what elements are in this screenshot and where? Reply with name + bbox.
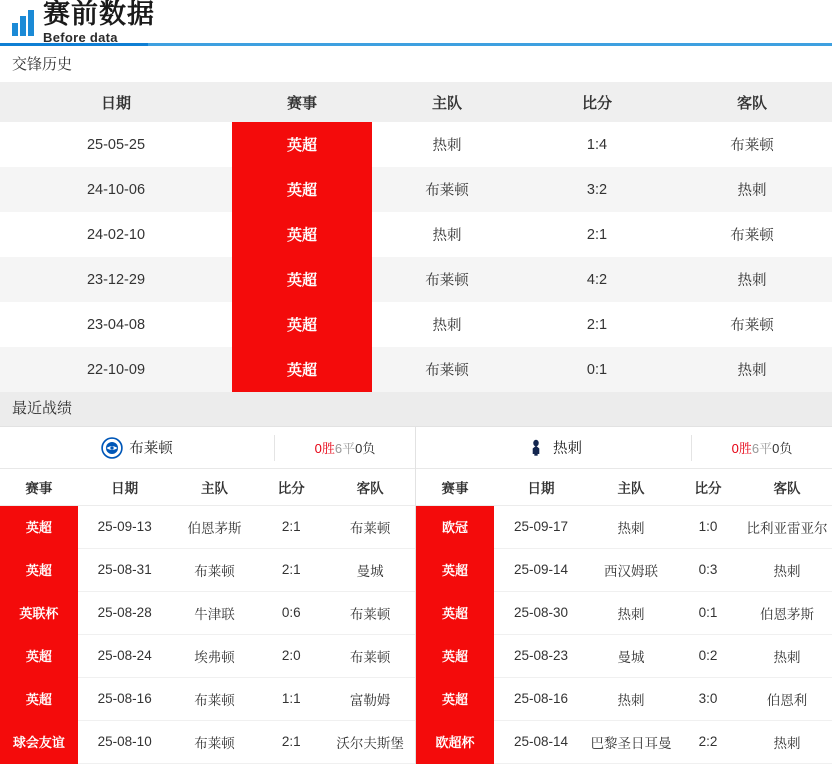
h2h-cell-comp: 英超 [232, 167, 372, 212]
recent-cell-home: 热刺 [588, 677, 674, 720]
h2h-table [0, 82, 832, 392]
h2h-cell-date: 24-10-06 [0, 167, 232, 212]
recent-cell-away: 伯恩利 [742, 677, 832, 720]
recent-cell-comp: 英超 [416, 548, 494, 591]
table-row[interactable] [416, 591, 832, 634]
header-divider [148, 43, 832, 46]
recent-cell-away: 热刺 [742, 720, 832, 763]
table-row[interactable] [416, 720, 832, 763]
h2h-cell-date: 23-04-08 [0, 302, 232, 347]
recent-form-left [0, 427, 416, 764]
recent-cell-date: 25-08-30 [494, 591, 588, 634]
recent-cell-date: 25-08-31 [78, 548, 172, 591]
table-row[interactable] [416, 634, 832, 677]
table-row[interactable] [0, 347, 832, 392]
h2h-cell-comp: 英超 [232, 122, 372, 167]
recent-cell-comp: 英超 [416, 677, 494, 720]
record-left [275, 438, 415, 457]
table-row[interactable] [0, 505, 415, 548]
recent-cell-away: 比利亚雷亚尔 [742, 505, 832, 548]
recent-cell-score: 2:1 [257, 548, 325, 591]
table-row[interactable] [0, 720, 415, 763]
h2h-cell-home: 热刺 [372, 212, 522, 257]
recent-col-away: 客队 [742, 469, 832, 505]
team-identity-right [416, 437, 691, 459]
recent-cell-score: 0:1 [674, 591, 742, 634]
brand-name-en: Before data [43, 30, 118, 45]
table-row[interactable] [416, 677, 832, 720]
recent-cell-score: 2:0 [257, 634, 325, 677]
brand-logo [0, 0, 165, 46]
recent-cell-score: 3:0 [674, 677, 742, 720]
recent-cell-away: 布莱顿 [325, 505, 415, 548]
recent-cell-home: 热刺 [588, 591, 674, 634]
recent-cell-score: 0:6 [257, 591, 325, 634]
h2h-cell-away: 布莱顿 [672, 302, 832, 347]
table-row[interactable] [0, 212, 832, 257]
recent-cell-home: 布莱顿 [172, 548, 258, 591]
record-draw-left: 6平 [334, 441, 356, 456]
table-row[interactable] [416, 548, 832, 591]
h2h-col-score: 比分 [522, 82, 672, 122]
h2h-cell-away: 布莱顿 [672, 212, 832, 257]
table-row[interactable] [416, 505, 832, 548]
recent-cell-away: 布莱顿 [325, 634, 415, 677]
tottenham-crest-icon [525, 437, 547, 459]
h2h-cell-home: 热刺 [372, 302, 522, 347]
recent-cell-home: 西汉姆联 [588, 548, 674, 591]
recent-cell-home: 巴黎圣日耳曼 [588, 720, 674, 763]
record-right [692, 438, 832, 457]
h2h-cell-home: 布莱顿 [372, 257, 522, 302]
recent-cell-home: 布莱顿 [172, 720, 258, 763]
recent-cell-date: 25-09-14 [494, 548, 588, 591]
recent-header-row-right [416, 469, 832, 505]
team-name-right: 热刺 [553, 441, 582, 457]
recent-cell-comp: 英超 [416, 591, 494, 634]
recent-cell-comp: 英超 [0, 634, 78, 677]
h2h-cell-comp: 英超 [232, 347, 372, 392]
recent-cell-home: 伯恩茅斯 [172, 505, 258, 548]
team-header-left [0, 427, 415, 469]
bar-chart-icon [12, 10, 36, 36]
recent-cell-away: 沃尔夫斯堡 [325, 720, 415, 763]
recent-cell-date: 25-09-17 [494, 505, 588, 548]
recent-cell-date: 25-08-23 [494, 634, 588, 677]
h2h-cell-home: 布莱顿 [372, 347, 522, 392]
h2h-cell-away: 热刺 [672, 347, 832, 392]
record-win-right: 0胜 [731, 441, 752, 456]
recent-header-row-left [0, 469, 415, 505]
h2h-cell-score: 0:1 [522, 347, 672, 392]
recent-cell-home: 热刺 [588, 505, 674, 548]
recent-cell-comp: 英联杯 [0, 591, 78, 634]
table-row[interactable] [0, 302, 832, 347]
recent-cell-date: 25-08-24 [78, 634, 172, 677]
h2h-cell-date: 23-12-29 [0, 257, 232, 302]
recent-cell-date: 25-08-14 [494, 720, 588, 763]
recent-cell-away: 热刺 [742, 548, 832, 591]
h2h-cell-score: 3:2 [522, 167, 672, 212]
recent-cell-comp: 欧冠 [416, 505, 494, 548]
h2h-cell-date: 24-02-10 [0, 212, 232, 257]
recent-col-comp: 赛事 [0, 469, 78, 505]
recent-cell-comp: 英超 [0, 505, 78, 548]
recent-cell-comp: 英超 [0, 548, 78, 591]
recent-col-away: 客队 [325, 469, 415, 505]
recent-col-comp: 赛事 [416, 469, 494, 505]
recent-cell-home: 牛津联 [172, 591, 258, 634]
record-loss-right: 0负 [772, 441, 793, 456]
h2h-cell-away: 布莱顿 [672, 122, 832, 167]
recent-cell-score: 0:3 [674, 548, 742, 591]
recent-col-home: 主队 [172, 469, 258, 505]
recent-cell-comp: 球会友谊 [0, 720, 78, 763]
recent-cell-score: 1:0 [674, 505, 742, 548]
h2h-cell-date: 25-05-25 [0, 122, 232, 167]
recent-col-score: 比分 [257, 469, 325, 505]
record-loss-left: 0负 [355, 441, 376, 456]
recent-cell-comp: 英超 [0, 677, 78, 720]
recent-cell-comp: 欧超杯 [416, 720, 494, 763]
h2h-cell-comp: 英超 [232, 212, 372, 257]
record-draw-right: 6平 [751, 441, 773, 456]
recent-cell-score: 1:1 [257, 677, 325, 720]
table-row[interactable] [0, 167, 832, 212]
table-row[interactable] [0, 548, 415, 591]
h2h-cell-score: 2:1 [522, 302, 672, 347]
h2h-col-away: 客队 [672, 82, 832, 122]
recent-cell-date: 25-08-16 [494, 677, 588, 720]
team-name-left: 布莱顿 [129, 441, 173, 457]
recent-cell-score: 2:1 [257, 720, 325, 763]
recent-cell-date: 25-08-28 [78, 591, 172, 634]
recent-col-score: 比分 [674, 469, 742, 505]
recent-table-left [0, 469, 415, 764]
team-identity-left [0, 437, 274, 459]
table-row[interactable] [0, 122, 832, 167]
h2h-section-title: 交锋历史 [0, 48, 832, 82]
h2h-cell-away: 热刺 [672, 257, 832, 302]
recent-cell-home: 曼城 [588, 634, 674, 677]
recent-cell-away: 曼城 [325, 548, 415, 591]
recent-col-home: 主队 [588, 469, 674, 505]
h2h-cell-date: 22-10-09 [0, 347, 232, 392]
recent-col-date: 日期 [494, 469, 588, 505]
h2h-col-date: 日期 [0, 82, 232, 122]
recent-cell-date: 25-08-10 [78, 720, 172, 763]
recent-cell-score: 2:2 [674, 720, 742, 763]
recent-table-right [416, 469, 832, 764]
h2h-cell-comp: 英超 [232, 302, 372, 347]
recent-form-right [416, 427, 832, 764]
h2h-col-comp: 赛事 [232, 82, 372, 122]
h2h-cell-home: 热刺 [372, 122, 522, 167]
recent-cell-score: 2:1 [257, 505, 325, 548]
app-header [0, 0, 832, 48]
h2h-cell-home: 布莱顿 [372, 167, 522, 212]
h2h-cell-away: 热刺 [672, 167, 832, 212]
recent-cell-score: 0:2 [674, 634, 742, 677]
h2h-cell-score: 4:2 [522, 257, 672, 302]
record-win-left: 0胜 [314, 441, 335, 456]
recent-cell-away: 伯恩茅斯 [742, 591, 832, 634]
recent-cell-comp: 英超 [416, 634, 494, 677]
recent-cell-date: 25-08-16 [78, 677, 172, 720]
h2h-cell-score: 1:4 [522, 122, 672, 167]
team-header-right [416, 427, 832, 469]
table-row[interactable] [0, 257, 832, 302]
brighton-crest-icon [101, 437, 123, 459]
table-row[interactable] [0, 634, 415, 677]
h2h-cell-score: 2:1 [522, 212, 672, 257]
brand-name-cn: 赛前数据 [43, 0, 155, 29]
recent-cell-away: 布莱顿 [325, 591, 415, 634]
recent-form-panels [0, 426, 832, 764]
h2h-col-home: 主队 [372, 82, 522, 122]
h2h-header-row [0, 82, 832, 122]
h2h-cell-comp: 英超 [232, 257, 372, 302]
recent-cell-home: 布莱顿 [172, 677, 258, 720]
recent-section-title: 最近战绩 [0, 392, 832, 426]
recent-cell-away: 富勒姆 [325, 677, 415, 720]
recent-cell-home: 埃弗顿 [172, 634, 258, 677]
table-row[interactable] [0, 677, 415, 720]
table-row[interactable] [0, 591, 415, 634]
recent-col-date: 日期 [78, 469, 172, 505]
recent-cell-away: 热刺 [742, 634, 832, 677]
recent-cell-date: 25-09-13 [78, 505, 172, 548]
